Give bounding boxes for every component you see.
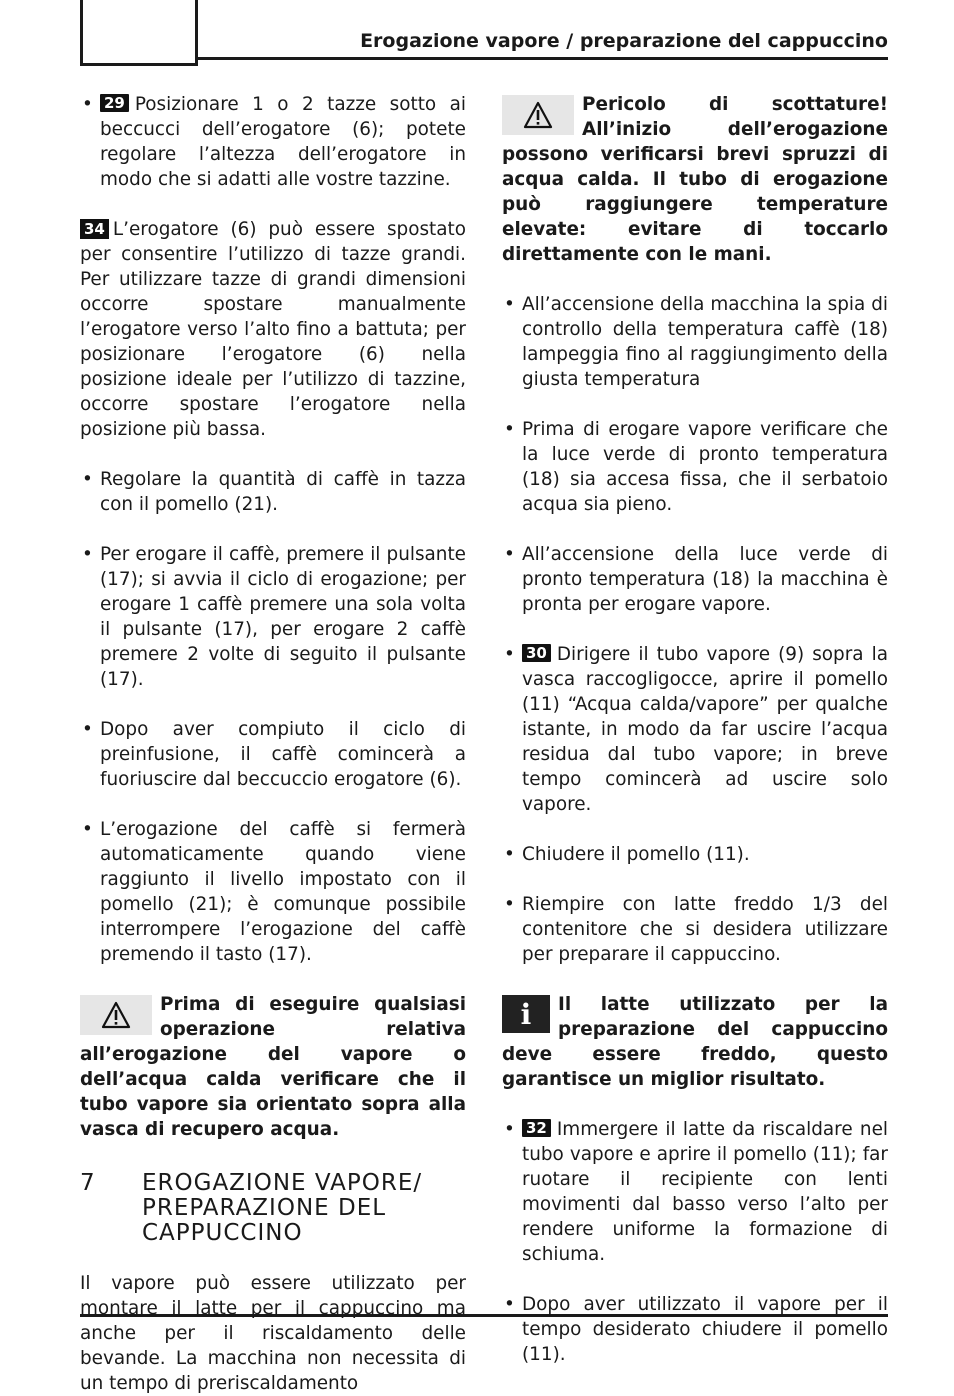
- figure-ref-30: 30: [522, 644, 551, 662]
- list-item: • L’erogazione del caffè si fermerà automaticamente quando viene raggiunto il livello impostato con il pomello (21); è comunque possibile interrompere l’erogazione del caffè premendo il tasto (17).: [80, 817, 466, 967]
- figure-ref-29: 29: [100, 94, 129, 112]
- list-item: • Dopo aver utilizzato il vapore per il tempo desiderato chiudere il pomello (11).: [502, 1292, 888, 1367]
- section-number: 7: [80, 1170, 96, 1196]
- burn-warning-notice: [502, 92, 888, 267]
- warning-triangle-icon: [80, 995, 152, 1035]
- list-item: • Riempire con latte freddo 1/3 del contenitore che si desidera utilizzare per preparare il cappuccino.: [502, 892, 888, 967]
- info-icon: i: [502, 995, 550, 1033]
- paragraph-fig34: [80, 217, 466, 442]
- figure-ref-34: 34: [80, 219, 109, 239]
- list-item: • All’accensione della luce verde di pronto temperatura (18) la macchina è pronta per erogare vapore.: [502, 542, 888, 617]
- left-column: [80, 92, 466, 1396]
- list-item-text: Immergere il latte da riscaldare nel tubo vapore e aprire il pomello (11); far ruotare il recipiente con lenti movimenti dal basso verso l’alto per rendere uniforme la formazione di schiuma.: [522, 1119, 888, 1265]
- list-item-text: Dirigere il tubo vapore (9) sopra la vasca raccogligocce, aprire il pomello (11) “Acqua calda/vapore” per qualche istante, in modo da far uscire l’acqua residua dal tubo vapore; in breve tempo comincerà ad uscire solo vapore.: [522, 644, 888, 815]
- list-item: • Prima di erogare vapore verificare che la luce verde di pronto temperatura (18) sia accesa fissa, che il serbatoio acqua sia pieno.: [502, 417, 888, 517]
- list-item-text: Posizionare 1 o 2 tazze sotto ai beccucci dell’erogatore (6); potete regolare l’altezza dell’erogatore in modo che si adatti alle vostre tazzine.: [100, 94, 466, 190]
- header-rule: [198, 57, 888, 60]
- warning-text: Prima di eseguire qualsiasi operazione relativa all’erogazione del vapore o dell’acqua calda verificare che il tubo vapore sia orientato sopra alla vasca di recupero acqua.: [80, 994, 466, 1140]
- footer-rule: [80, 1314, 888, 1317]
- figure-ref-32: 32: [522, 1119, 551, 1137]
- section-paragraph: Il vapore può essere utilizzato per montare il latte per il cappuccino ma anche per il riscaldamento delle bevande. La macchina non necessita di un tempo di preriscaldamento: [80, 1273, 466, 1394]
- warning-notice: [80, 992, 466, 1142]
- list-item: • Chiudere il pomello (11).: [502, 842, 888, 867]
- info-text: Il latte utilizzato per la preparazione del cappuccino deve essere freddo, questo garantisce un miglior risultato.: [502, 994, 888, 1090]
- list-item-fig30: [502, 642, 888, 817]
- list-item-fig32: [502, 1117, 888, 1267]
- list-item: • Per erogare il caffè, premere il pulsante (17); si avvia il ciclo di erogazione; per erogare 1 caffè premere una sola volta il pulsante (17), per erogare 2 caffè premere 2 volte di seguito il pulsante (17).: [80, 542, 466, 692]
- list-item: • Dopo aver compiuto il ciclo di preinfusione, il caffè comincerà a fuoriuscire dal beccuccio erogatore (6).: [80, 717, 466, 792]
- list-item: • All’accensione della macchina la spia di controllo della temperatura caffè (18) lampeggia fino al raggiungimento della giusta temperatura: [502, 292, 888, 392]
- warning-triangle-icon: [502, 95, 574, 135]
- page-header-title: Erogazione vapore / preparazione del cappuccino: [360, 30, 888, 52]
- warning-text: Pericolo di scottature! All’inizio dell’erogazione possono verificarsi brevi spruzzi di acqua calda. Il tubo di erogazione può raggiungere temperature elevate: evitare di toccarlo direttamente con le mani.: [502, 94, 888, 265]
- paragraph-text: L’erogatore (6) può essere spostato per consentire l’utilizzo di tazze grandi. Per utilizzare tazze di grandi dimensioni occorre spostare manualmente l’erogatore verso l’alto fino a battuta; per posizionare l’erogatore (6) nella posizione ideale per l’utilizzo di tazzine, occorre spostare l’erogatore nella posizione più bassa.: [80, 219, 466, 440]
- info-notice: [502, 992, 888, 1092]
- section-title: EROGAZIONE VAPORE/ PREPARAZIONE DEL CAPPUCCINO: [142, 1170, 423, 1246]
- list-item-fig29: [80, 92, 466, 192]
- page-tab-box: [80, 0, 198, 66]
- right-column: [502, 92, 888, 1367]
- section-heading: [80, 1171, 466, 1246]
- list-item: • Regolare la quantità di caffè in tazza con il pomello (21).: [80, 467, 466, 517]
